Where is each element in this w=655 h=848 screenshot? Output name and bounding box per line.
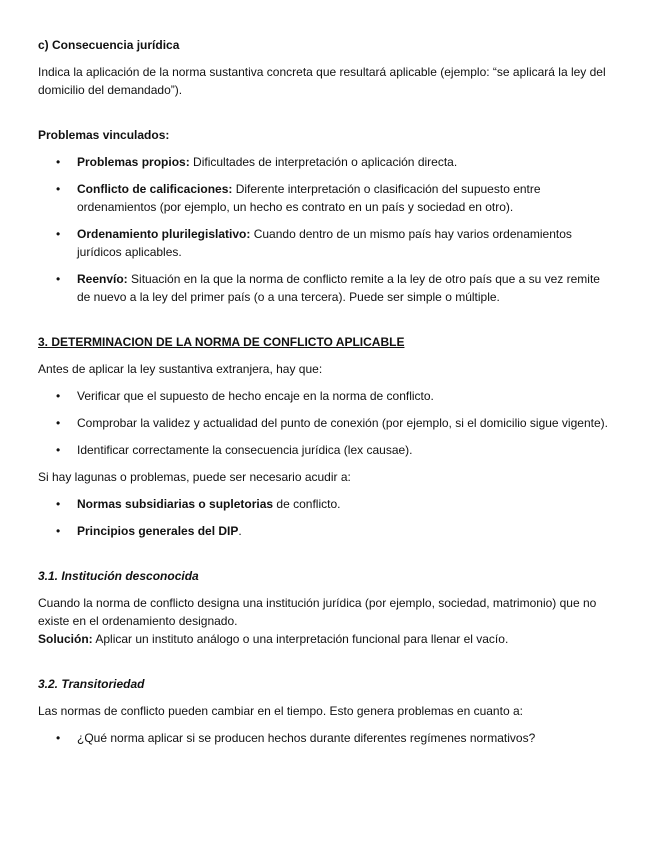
list-item-term: Problemas propios:	[77, 155, 190, 169]
list-item-text: de conflicto.	[273, 497, 341, 511]
list-item-term: Normas subsidiarias o supletorias	[77, 497, 274, 511]
solution-label: Solución:	[38, 632, 93, 646]
list-item-text: .	[238, 524, 242, 538]
bullet-icon: •	[56, 524, 61, 538]
bullet-icon: •	[56, 497, 61, 511]
section-3-title: 3. DETERMINACION DE LA NORMA DE CONFLICTO APLICABLE	[38, 335, 405, 349]
section-3-1-body: Cuando la norma de conflicto designa una institución jurídica (por ejemplo, sociedad, matrimonio) que no existe en el ordenamiento designado.	[38, 596, 597, 628]
bullet-icon: •	[56, 389, 61, 403]
section-3-intro: Antes de aplicar la ley sustantiva extranjera, hay que:	[38, 362, 323, 376]
bullet-icon: •	[56, 155, 61, 169]
list-item	[38, 729, 615, 747]
list-item-text: Comprobar la validez y actualidad del punto de conexión (por ejemplo, si el domicilio sigue vigente).	[77, 416, 608, 430]
list-item	[38, 522, 615, 540]
lagunas-intro: Si hay lagunas o problemas, puede ser necesario acudir a:	[38, 470, 351, 484]
bullet-icon: •	[56, 443, 61, 457]
bullet-icon: •	[56, 272, 61, 286]
list-item	[38, 153, 615, 171]
list-item-text: Identificar correctamente la consecuencia jurídica (lex causae).	[77, 443, 413, 457]
section-3-2-title: 3.2. Transitoriedad	[38, 677, 145, 691]
problemas-title: Problemas vinculados:	[38, 128, 170, 142]
bullet-icon: •	[56, 731, 61, 745]
section-3-1-solution	[38, 630, 615, 648]
solution-text: Aplicar un instituto análogo o una interpretación funcional para llenar el vacío.	[92, 632, 509, 646]
list-item-text: ¿Qué norma aplicar si se producen hechos durante diferentes regímenes normativos?	[77, 731, 536, 745]
lagunas-list	[38, 495, 615, 540]
list-item-text: Cuando dentro de un mismo país hay varios ordenamientos jurídicos aplicables.	[77, 227, 572, 259]
list-item-term: Principios generales del DIP	[77, 524, 239, 538]
list-item-text: Dificultades de interpretación o aplicación directa.	[189, 155, 458, 169]
section-c-body: Indica la aplicación de la norma sustantiva concreta que resultará aplicable (ejemplo: “se aplicará la ley del domicilio del demandado”).	[38, 65, 606, 97]
list-item	[38, 414, 615, 432]
list-item-text: Situación en la que la norma de conflicto remite a la ley de otro país que a su vez remite de nuevo a la ley del primer país (o a una tercera). Puede ser simple o múltiple.	[77, 272, 600, 304]
list-item-text: Diferente interpretación o clasificación del supuesto entre ordenamientos (por ejemplo, un hecho es contrato en un país y sociedad en otro).	[77, 182, 541, 214]
list-item-term: Ordenamiento plurilegislativo:	[77, 227, 251, 241]
list-item-term: Reenvío:	[77, 272, 128, 286]
list-item	[38, 441, 615, 459]
problemas-list	[38, 153, 615, 306]
list-item	[38, 180, 615, 216]
list-item	[38, 495, 615, 513]
transitoriedad-list	[38, 729, 615, 747]
list-item	[38, 225, 615, 261]
section-3-1-title: 3.1. Institución desconocida	[38, 569, 199, 583]
list-item-term: Conflicto de calificaciones:	[77, 182, 233, 196]
list-item	[38, 270, 615, 306]
section-3-2-body: Las normas de conflicto pueden cambiar en el tiempo. Esto genera problemas en cuanto a:	[38, 704, 523, 718]
list-item	[38, 387, 615, 405]
bullet-icon: •	[56, 227, 61, 241]
bullet-icon: •	[56, 182, 61, 196]
list-item-text: Verificar que el supuesto de hecho encaje en la norma de conflicto.	[77, 389, 434, 403]
verification-steps-list	[38, 387, 615, 459]
section-c-title: c) Consecuencia jurídica	[38, 38, 180, 52]
bullet-icon: •	[56, 416, 61, 430]
